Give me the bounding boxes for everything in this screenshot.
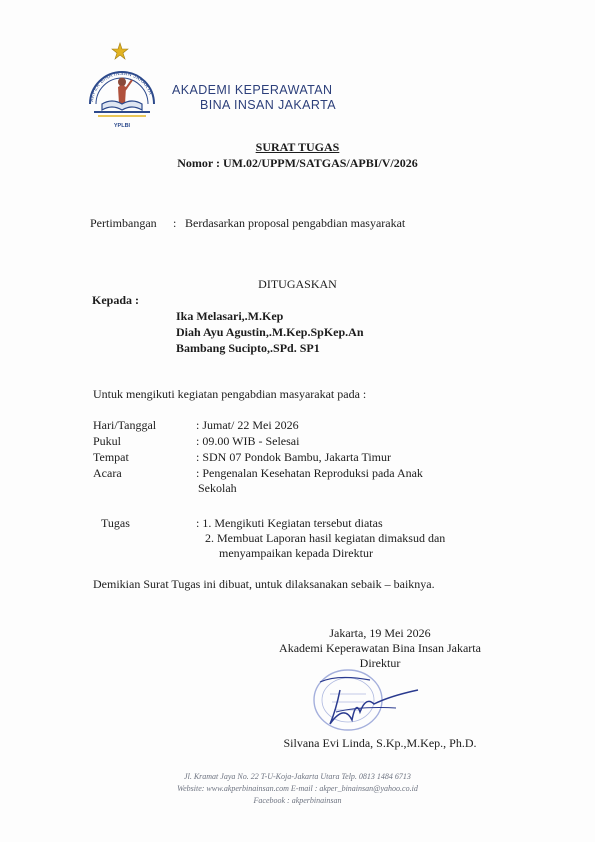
day-value: : Jumat/ 22 Mei 2026 xyxy=(196,418,299,432)
task-item: : 1. Mengikuti Kegiatan tersebut diatas xyxy=(196,516,383,530)
assignment-heading: DITUGASKAN xyxy=(258,277,337,291)
time-label: Pukul xyxy=(93,434,122,448)
assignee-name: Ika Melasari,.M.Kep xyxy=(176,309,284,323)
tasks-label: Tugas xyxy=(101,516,130,530)
letter-number: Nomor : UM.02/UPPM/SATGAS/APBI/V/2026 xyxy=(177,156,418,170)
signature-place-date: Jakarta, 19 Mei 2026 xyxy=(329,626,431,640)
event-value-line1: : Pengenalan Kesehatan Reproduksi pada Anak xyxy=(196,466,423,480)
footer-address: Jl. Kramat Jaya No. 22 T-U-Koja-Jakarta Utara Telp. 0813 1484 6713 xyxy=(184,772,411,781)
assignee-name: Diah Ayu Agustin,.M.Kep.SpKep.An xyxy=(176,325,364,339)
assignee-name: Bambang Sucipto,.SPd. SP1 xyxy=(176,341,320,355)
signatory-name: Silvana Evi Linda, S.Kp.,M.Kep., Ph.D. xyxy=(283,736,477,750)
event-label: Acara xyxy=(93,466,122,480)
logo-caption: YPLBI xyxy=(113,123,131,129)
letter-title: SURAT TUGAS xyxy=(255,140,340,154)
signature-institution: Akademi Keperawatan Bina Insan Jakarta xyxy=(279,641,481,655)
footer-contact: Website: www.akperbinainsan.com E-mail : akper_binainsan@yahoo.co.id xyxy=(177,784,418,793)
consideration-label: Pertimbangan xyxy=(90,216,157,230)
logo-ring-text: AKPER BINA INSAN JAKARTA xyxy=(89,70,154,103)
closing-text: Demikian Surat Tugas ini dibuat, untuk dilaksanakan sebaik – baiknya. xyxy=(93,577,435,591)
institution-name-line1: AKADEMI KEPERAWATAN xyxy=(172,83,333,97)
intro-text: Untuk mengikuti kegiatan pengabdian masyarakat pada : xyxy=(93,387,367,401)
task-item: 2. Membuat Laporan hasil kegiatan dimaksud dan xyxy=(205,531,446,545)
institution-name-line2: BINA INSAN JAKARTA xyxy=(200,98,336,112)
footer-social: Facebook : akperbinainsan xyxy=(253,796,342,805)
place-label: Tempat xyxy=(93,450,129,464)
institution-logo xyxy=(82,40,164,132)
day-label: Hari/Tanggal xyxy=(93,418,157,432)
official-stamp-and-signature xyxy=(300,660,430,738)
event-value-line2: Sekolah xyxy=(198,481,237,495)
consideration-separator: : xyxy=(173,216,177,230)
place-value: : SDN 07 Pondok Bambu, Jakarta Timur xyxy=(196,450,392,464)
time-value: : 09.00 WIB - Selesai xyxy=(196,434,300,448)
recipient-label: Kepada : xyxy=(92,293,140,307)
signature-position: Direktur xyxy=(359,656,401,670)
task-item-continuation: menyampaikan kepada Direktur xyxy=(219,546,373,560)
consideration-value: Berdasarkan proposal pengabdian masyarakat xyxy=(185,216,406,230)
